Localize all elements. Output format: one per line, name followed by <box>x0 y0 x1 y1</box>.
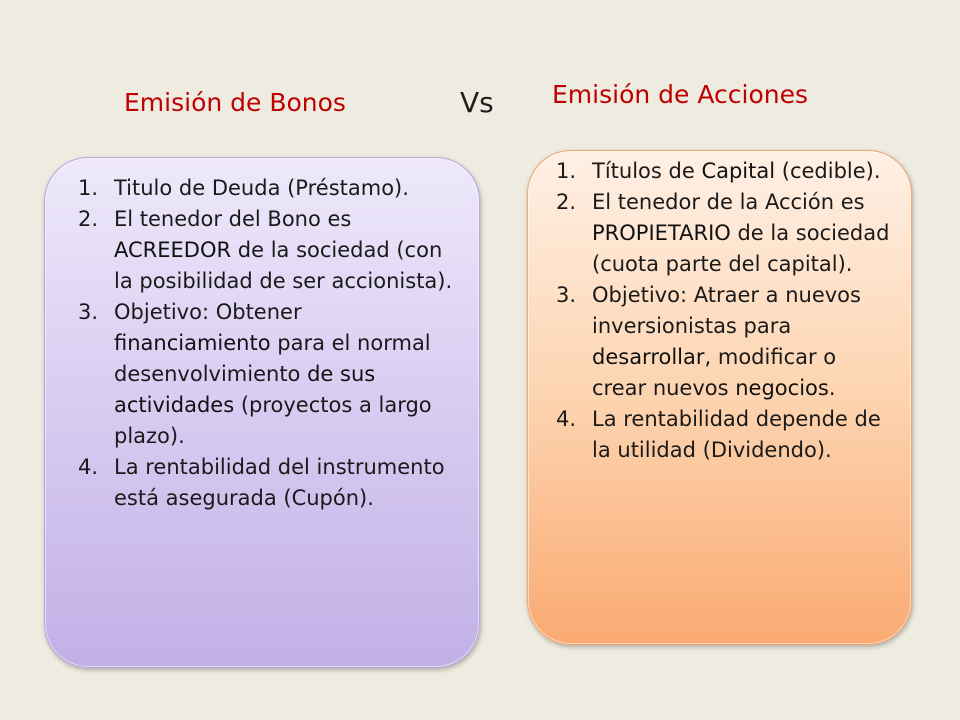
bonos-item-4 <box>78 452 458 514</box>
item-number: 2. <box>556 190 577 214</box>
acciones-item-3 <box>556 280 896 404</box>
acciones-item-4 <box>556 404 896 466</box>
bonos-item-1 <box>78 173 458 204</box>
item-text: Objetivo: Obtener <box>114 300 302 324</box>
item-keyword: de sus actividades <box>114 362 376 417</box>
item-text: (proyectos a largo plazo). <box>114 393 432 448</box>
item-number: 4. <box>78 455 99 479</box>
item-text: La rentabilidad depende de la utilidad (Dividendo). <box>592 407 881 462</box>
item-number: 1. <box>78 176 99 200</box>
bonos-item-2 <box>78 204 458 297</box>
item-text: , modificar o crear nuevos <box>592 345 837 400</box>
item-text: Titulo de Deuda (Préstamo). <box>114 176 409 200</box>
item-number: 3. <box>78 300 99 324</box>
item-text: de la sociedad (cuota parte del capital). <box>592 221 890 276</box>
item-text: (cedible). <box>775 159 881 183</box>
item-text: Objetivo: Atraer a nuevos inversionistas para <box>592 283 861 338</box>
item-text: El tenedor del Bono es <box>114 207 352 231</box>
item-number: 4. <box>556 407 577 431</box>
item-text: para el normal desenvolvimiento <box>114 331 431 386</box>
item-keyword: financiamiento <box>114 331 271 355</box>
item-number: 2. <box>78 207 99 231</box>
item-text: de la sociedad (con la posibilidad de ser accionista). <box>114 238 453 293</box>
acciones-item-1 <box>556 156 896 187</box>
item-keyword: desarrollar <box>592 345 705 369</box>
item-number: 1. <box>556 159 577 183</box>
bonos-title: Emisión de Bonos <box>124 88 346 117</box>
item-text: . <box>828 376 836 400</box>
bonos-list <box>78 173 458 514</box>
bonos-item-3 <box>78 297 458 452</box>
acciones-title: Emisión de Acciones <box>552 80 808 109</box>
item-keyword: Capital <box>701 159 776 183</box>
acciones-item-2 <box>556 187 896 280</box>
item-text: La rentabilidad del instrumento está asegurada (Cupón). <box>114 455 445 510</box>
item-keyword: PROPIETARIO <box>592 221 731 245</box>
acciones-list <box>556 156 896 466</box>
item-text: Títulos de <box>592 159 702 183</box>
versus-label: Vs <box>460 86 494 119</box>
item-number: 3. <box>556 283 577 307</box>
item-text: El tenedor de la Acción es <box>592 190 865 214</box>
item-keyword: ACREEDOR <box>114 238 232 262</box>
item-keyword: negocios <box>735 376 829 400</box>
